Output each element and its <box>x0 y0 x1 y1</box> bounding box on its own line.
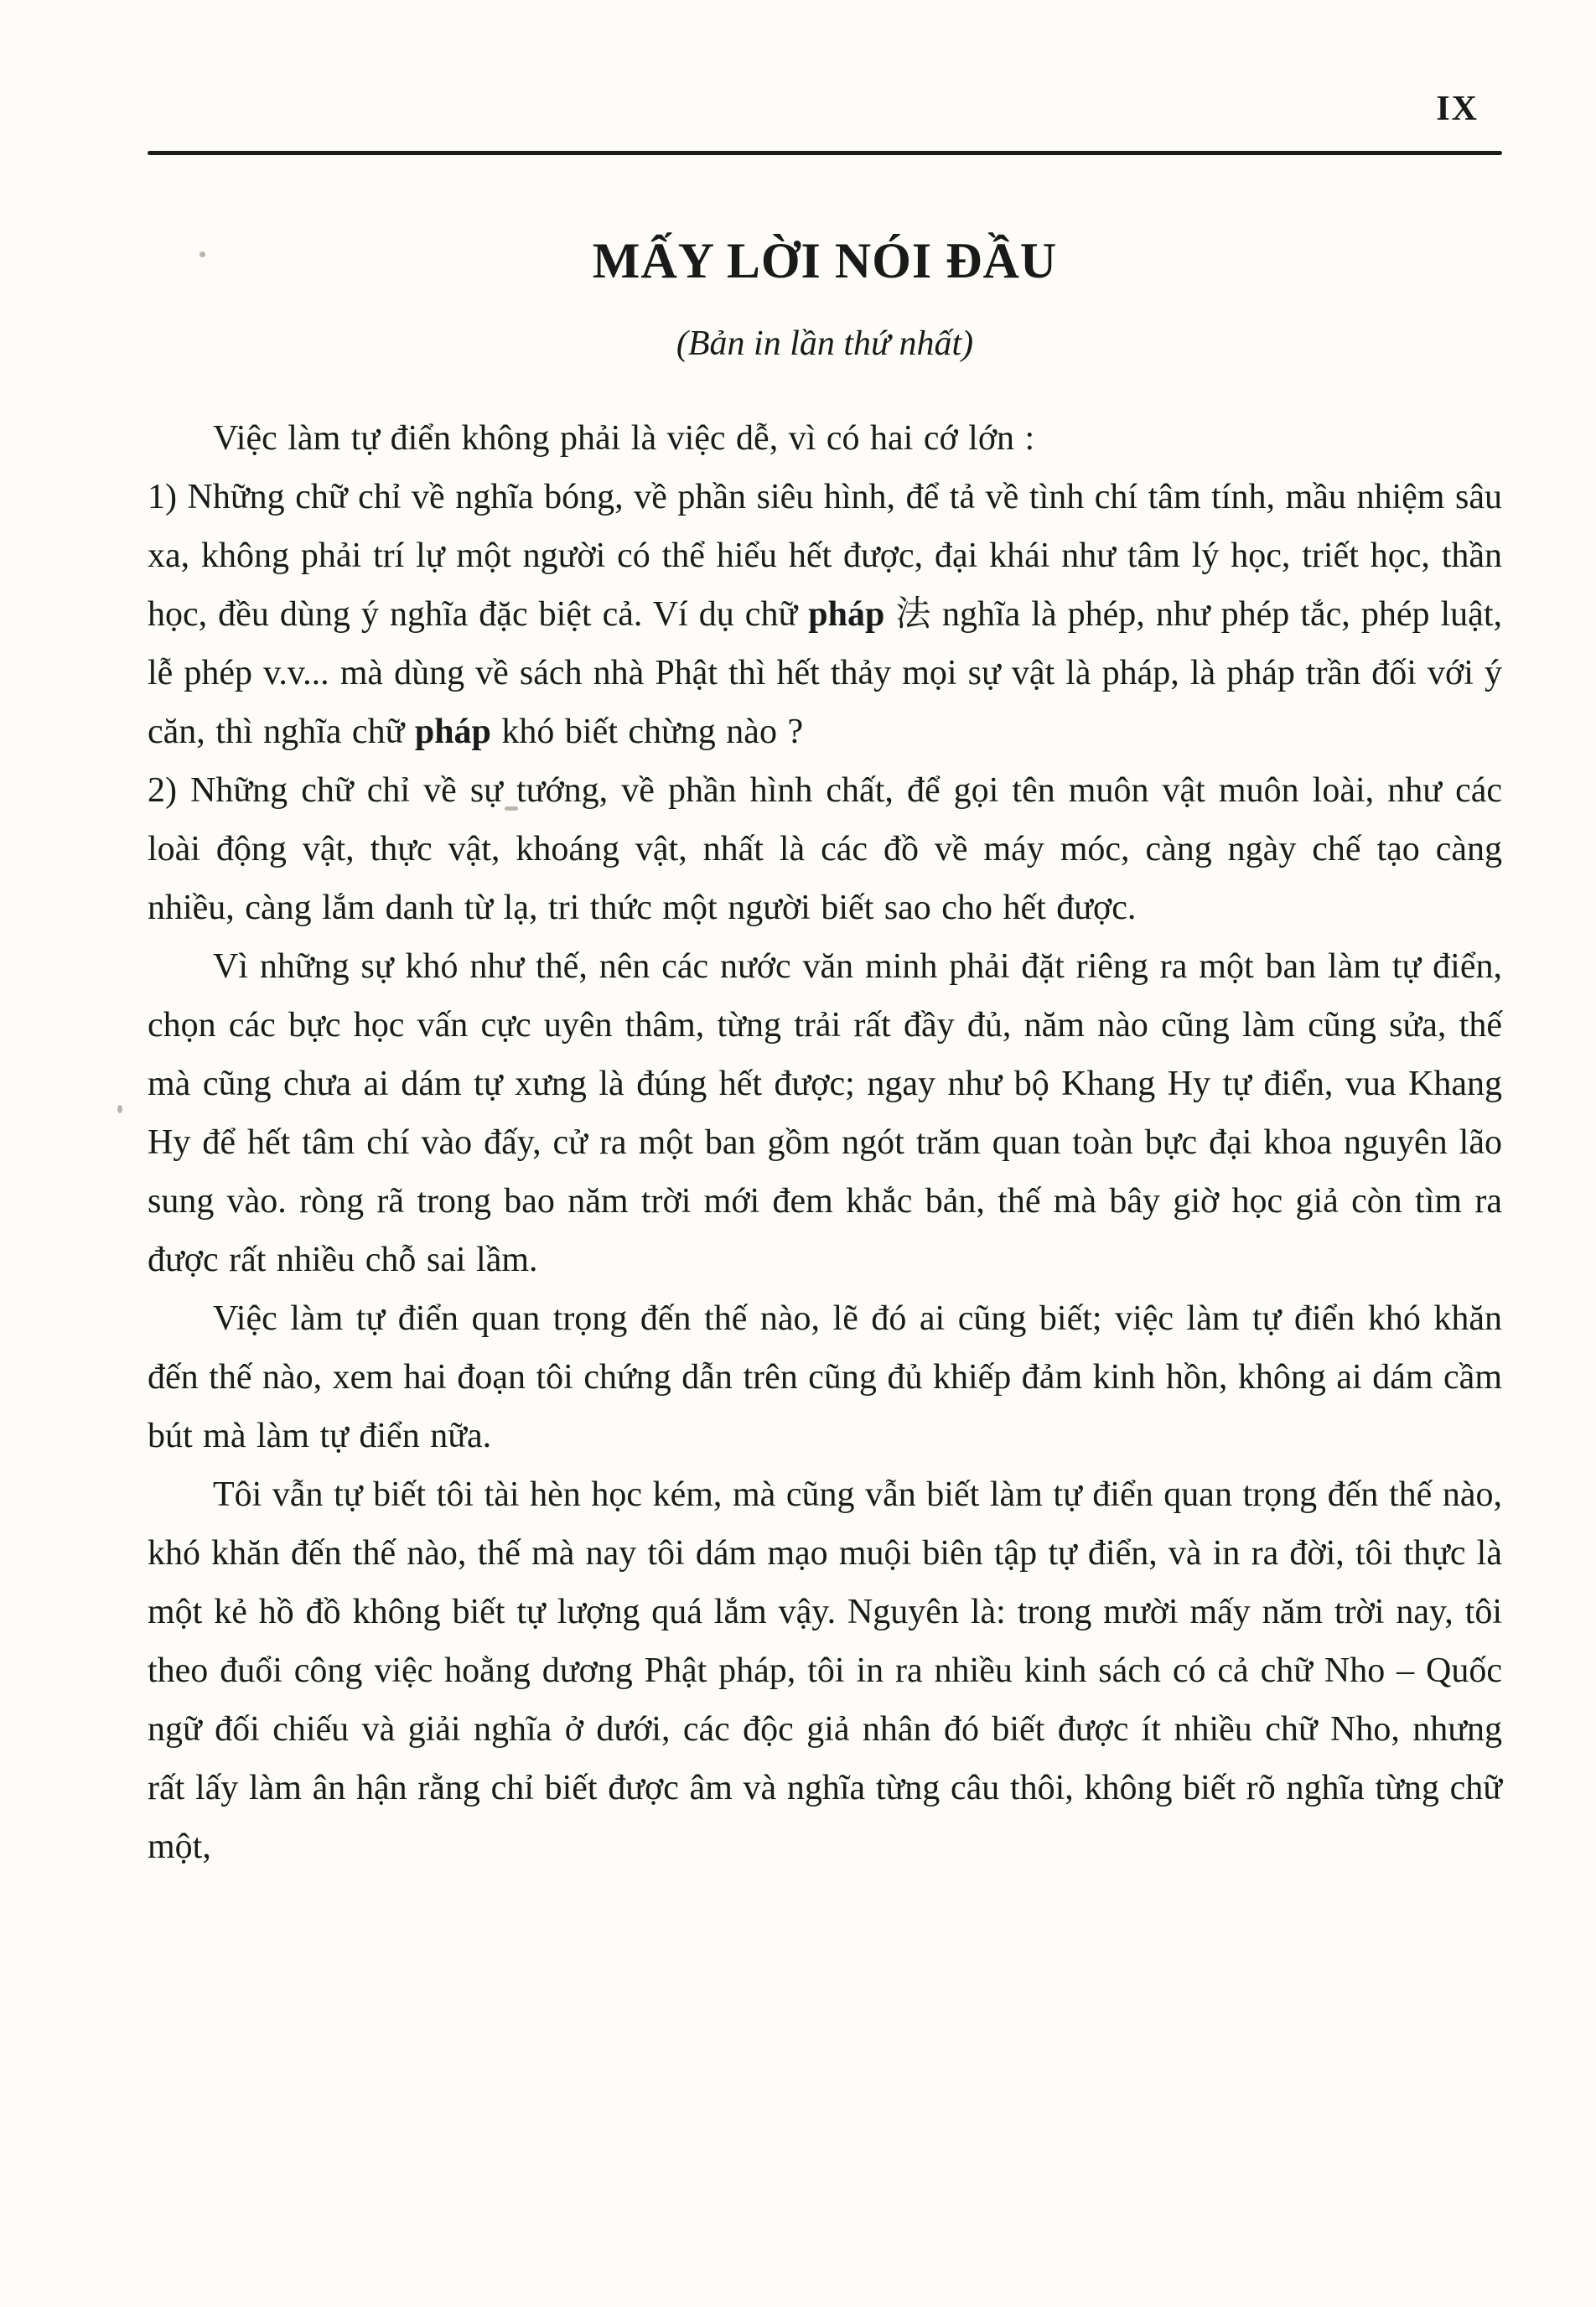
body-text <box>148 409 1502 1876</box>
paragraph-author: Tôi vẫn tự biết tôi tài hèn học kém, mà cũng vẫn biết làm tự điển quan trọng đến thế nào, khó khăn đến thế nào, thế mà nay tôi dám mạo muội biên tập tự điển, và in ra đời, tôi thực là một kẻ hồ đồ không biết tự lượng quá lắm vậy. Nguyên là: trong mười mấy năm trời nay, tôi theo đuổi công việc hoằng dương Phật pháp, tôi in ra nhiều kinh sách có cả chữ Nho – Quốc ngữ đối chiếu và giải nghĩa ở dưới, các độc giả nhân đó biết được ít nhiều chữ Nho, nhưng rất lấy làm ân hận rằng chỉ biết được âm và nghĩa từng câu thôi, không biết rõ nghĩa từng chữ một, <box>148 1475 1502 1867</box>
header-divider <box>148 151 1502 155</box>
paragraph-difficulty: Vì những sự khó như thế, nên các nước văn minh phải đặt riêng ra một ban làm tự điển, chọn các bực học vấn cực uyên thâm, từng trải rất đầy đủ, năm nào cũng làm cũng sửa, thế mà cũng chưa ai dám tự xưng là đúng hết được; ngay như bộ Khang Hy tự điển, vua Khang Hy để hết tâm chí vào đấy, cử ra một ban gồm ngót trăm quan toàn bực đại khoa nguyên lão sung vào. ròng rã trong bao năm trời mới đem khắc bản, thế mà bây giờ học giả còn tìm ra được rất nhiều chỗ sai lầm. <box>148 947 1502 1280</box>
scan-artifact <box>117 1105 122 1113</box>
paragraph-importance: Việc làm tự điển quan trọng đến thế nào, lẽ đó ai cũng biết; việc làm tự điển khó khăn đến thế nào, xem hai đoạn tôi chứng dẫn trên cũng đủ khiếp đảm kinh hồn, không ai dám cầm bút mà làm tự điển nữa. <box>148 1299 1502 1456</box>
paragraph-item-2: 2) Những chữ chỉ về sự tướng, về phần hình chất, để gọi tên muôn vật muôn loài, như các loài động vật, thực vật, khoáng vật, nhất là các đồ về máy móc, càng ngày chế tạo càng nhiều, càng lắm danh từ lạ, tri thức một người biết sao cho hết được. <box>148 771 1502 928</box>
paragraph-item-1: 1) Những chữ chỉ về nghĩa bóng, về phần siêu hình, để tả về tình chí tâm tính, mầu nhiệm sâu xa, không phải trí lự một người có thể hiểu hết được, đại khái như tâm lý học, triết học, thần học, đều dùng ý nghĩa đặc biệt cả. Ví dụ chữ pháp 法 nghĩa là phép, như phép tắc, phép luật, lễ phép v.v... mà dùng về sách nhà Phật thì hết thảy mọi sự vật là pháp, là pháp trần đối với ý căn, thì nghĩa chữ pháp khó biết chừng nào ? <box>148 478 1502 752</box>
page-title: MẤY LỜI NÓI ĐẦU <box>592 233 1058 288</box>
page-content <box>148 0 1502 1876</box>
page-number: IX <box>1436 90 1479 128</box>
page-subtitle: (Bản in lần thứ nhất) <box>676 324 974 364</box>
paragraph-intro: Việc làm tự điển không phải là việc dễ, vì có hai cớ lớn : <box>213 419 1035 459</box>
